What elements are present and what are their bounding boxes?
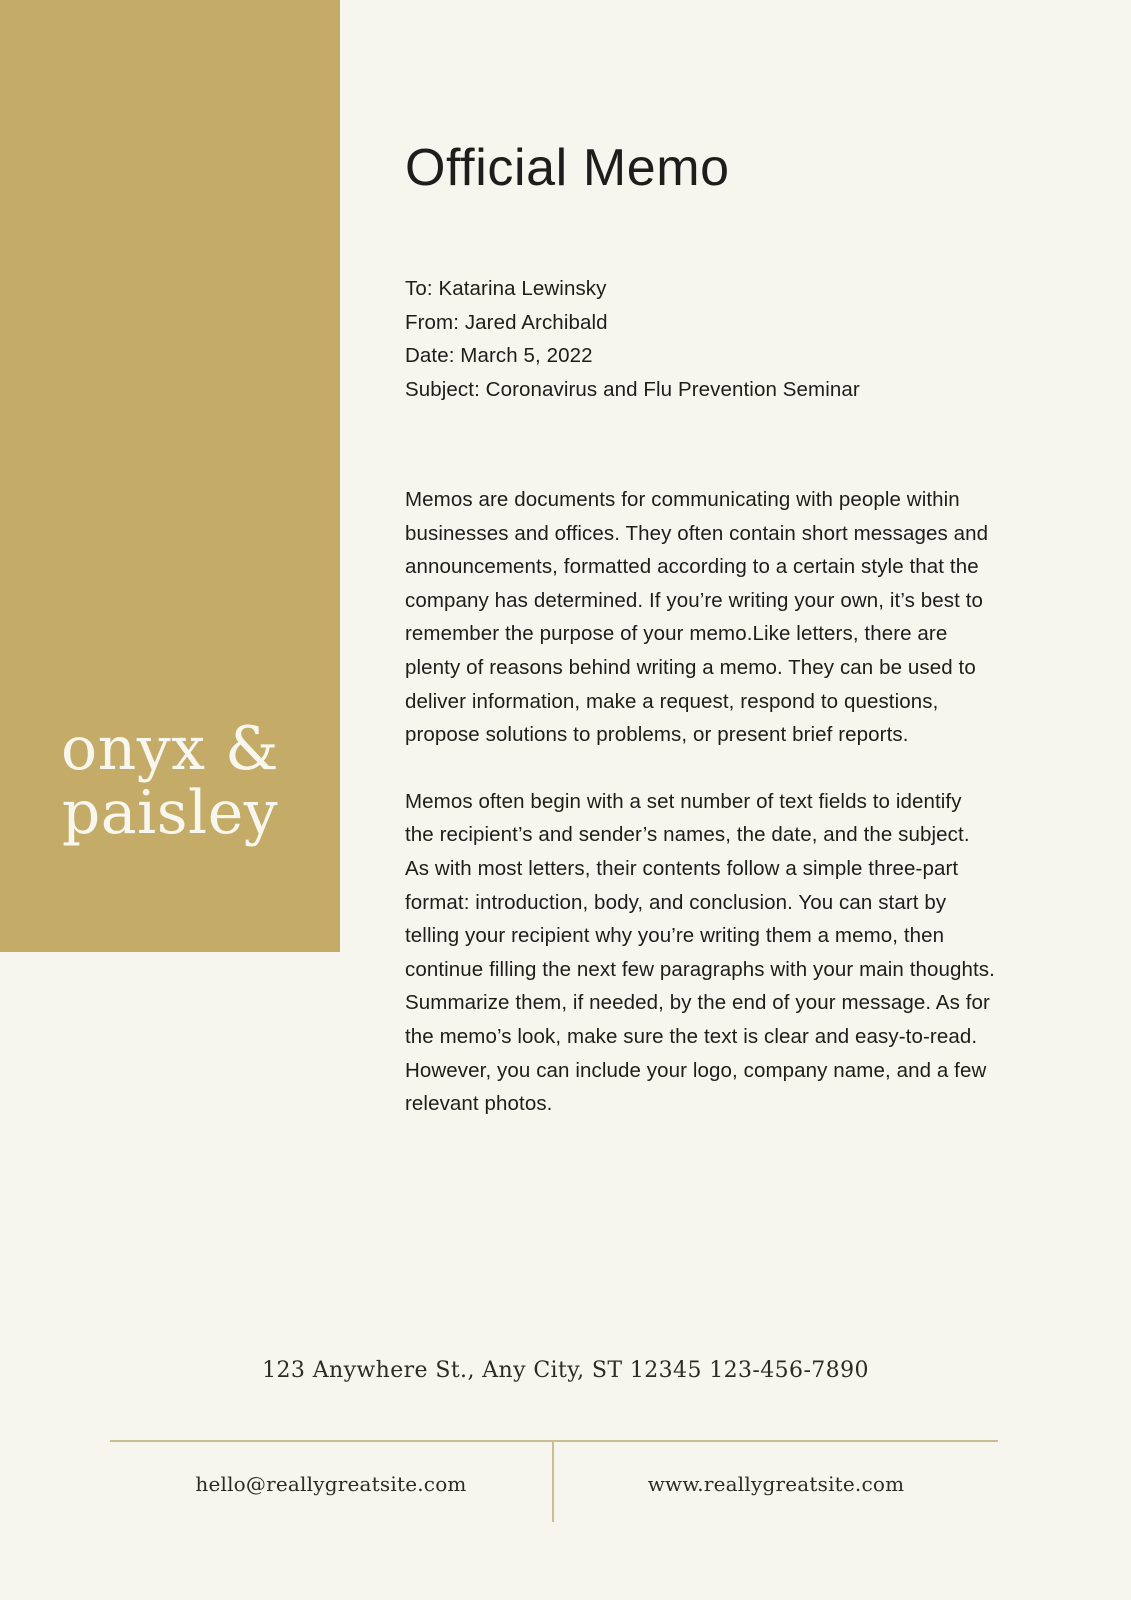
footer-website[interactable]: www.reallygreatsite.com	[647, 1472, 905, 1496]
brand-logo-line-1: onyx &	[61, 714, 279, 784]
meta-subject: Subject: Coronavirus and Flu Prevention Seminar	[405, 377, 860, 401]
meta-from: From: Jared Archibald	[405, 310, 608, 334]
footer-email[interactable]: hello@reallygreatsite.com	[195, 1472, 467, 1496]
gold-sidebar-block	[0, 0, 340, 952]
brand-logo	[0, 714, 340, 848]
footer-address: 123 Anywhere St., Any City, ST 12345 123-456-7890	[262, 1358, 869, 1383]
body-paragraph-1: Memos are documents for communicating with people within businesses and offices. They often contain short messages and announcements, formatted according to a certain style that the company has determined. If you’re writing your own, it’s best to remember the purpose of your memo.Like letters, there are plenty of reasons behind writing a memo. They can be used to deliver information, make a request, respond to questions, propose solutions to problems, or present brief reports.	[405, 488, 989, 747]
body-paragraph-2: Memos often begin with a set number of text fields to identify the recipient’s and sender’s names, the date, and the subject. As with most letters, their contents follow a simple three-part format: introduction, body, and conclusion. You can start by telling your recipient why you’re writing them a memo, then continue filling the next few paragraphs with your main thoughts. Summarize them, if needed, by the end of your message. As for the memo’s look, make sure the text is clear and easy-to-read. However, you can include your logo, company name, and a few relevant photos.	[405, 789, 995, 1116]
brand-logo-line-2: paisley	[61, 777, 279, 848]
meta-to: To: Katarina Lewinsky	[405, 277, 607, 300]
memo-meta-fields	[405, 272, 860, 406]
memo-body	[405, 483, 995, 1154]
page-title: Official Memo	[405, 139, 730, 197]
footer-horizontal-rule	[110, 1440, 998, 1442]
meta-date: Date: March 5, 2022	[405, 344, 593, 368]
